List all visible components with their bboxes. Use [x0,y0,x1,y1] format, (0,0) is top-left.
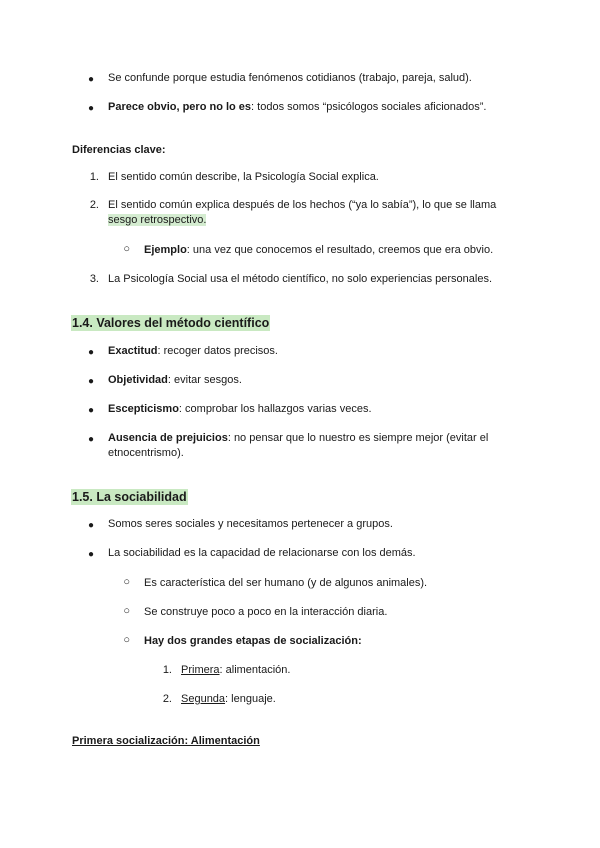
circle-bullet-icon: ○ [123,605,130,617]
list-number: 2. [89,199,99,211]
bullet-icon: ● [87,520,94,531]
bullet-icon: ● [87,434,94,445]
bullet-icon: ● [87,549,94,560]
list-item-continuation [108,213,206,228]
subsection-heading: Primera socialización: Alimentación [72,735,260,747]
list-item: Ejemplo: una vez que conocemos el resultado, creemos que era obvio. [144,244,494,256]
list-item: Exactitud: recoger datos precisos. [108,345,278,357]
section-heading: 1.4. Valores del método científico [72,316,270,330]
list-item: Segunda: lenguaje. [181,693,276,705]
list-item: Escepticismo: comprobar los hallazgos varias veces. [108,403,372,415]
bullet-icon: ● [87,103,94,114]
bullet-icon: ● [87,74,94,85]
list-number: 1. [162,664,172,676]
circle-bullet-icon: ○ [123,243,130,255]
list-item: Primera: alimentación. [181,664,291,676]
list-item: Parece obvio, pero no lo es: todos somos “psicólogos sociales aficionados”. [108,101,487,113]
list-item: El sentido común explica después de los hechos (“ya lo sabía”), lo que se llama [108,199,497,211]
list-item: Ausencia de prejuicios: no pensar que lo nuestro es siempre mejor (evitar el [108,432,489,444]
list-number: 3. [89,273,99,285]
list-item: La Psicología Social usa el método científico, no solo experiencias personales. [108,273,493,285]
circle-bullet-icon: ○ [123,576,130,588]
list-item: Somos seres sociales y necesitamos pertenecer a grupos. [108,518,393,530]
list-item-continuation: etnocentrismo). [108,447,184,459]
list-item: Hay dos grandes etapas de socialización: [144,635,362,647]
subtitle: Diferencias clave: [72,144,166,156]
circle-bullet-icon: ○ [123,634,130,646]
list-item: La sociabilidad es la capacidad de relacionarse con los demás. [108,547,416,559]
bullet-icon: ● [87,347,94,358]
list-item: Se confunde porque estudia fenómenos cotidianos (trabajo, pareja, salud). [108,72,472,84]
bullet-icon: ● [87,376,94,387]
list-item: El sentido común describe, la Psicología Social explica. [108,171,379,183]
list-item: Es característica del ser humano (y de algunos animales). [144,577,428,589]
section-heading: 1.5. La sociabilidad [72,490,187,504]
bullet-icon: ● [87,405,94,416]
list-item: Se construye poco a poco en la interacción diaria. [144,606,388,618]
highlighted-term: sesgo retrospectivo. [108,214,207,226]
list-number: 1. [89,171,99,183]
list-item: Objetividad: evitar sesgos. [108,374,242,386]
list-number: 2. [162,693,172,705]
